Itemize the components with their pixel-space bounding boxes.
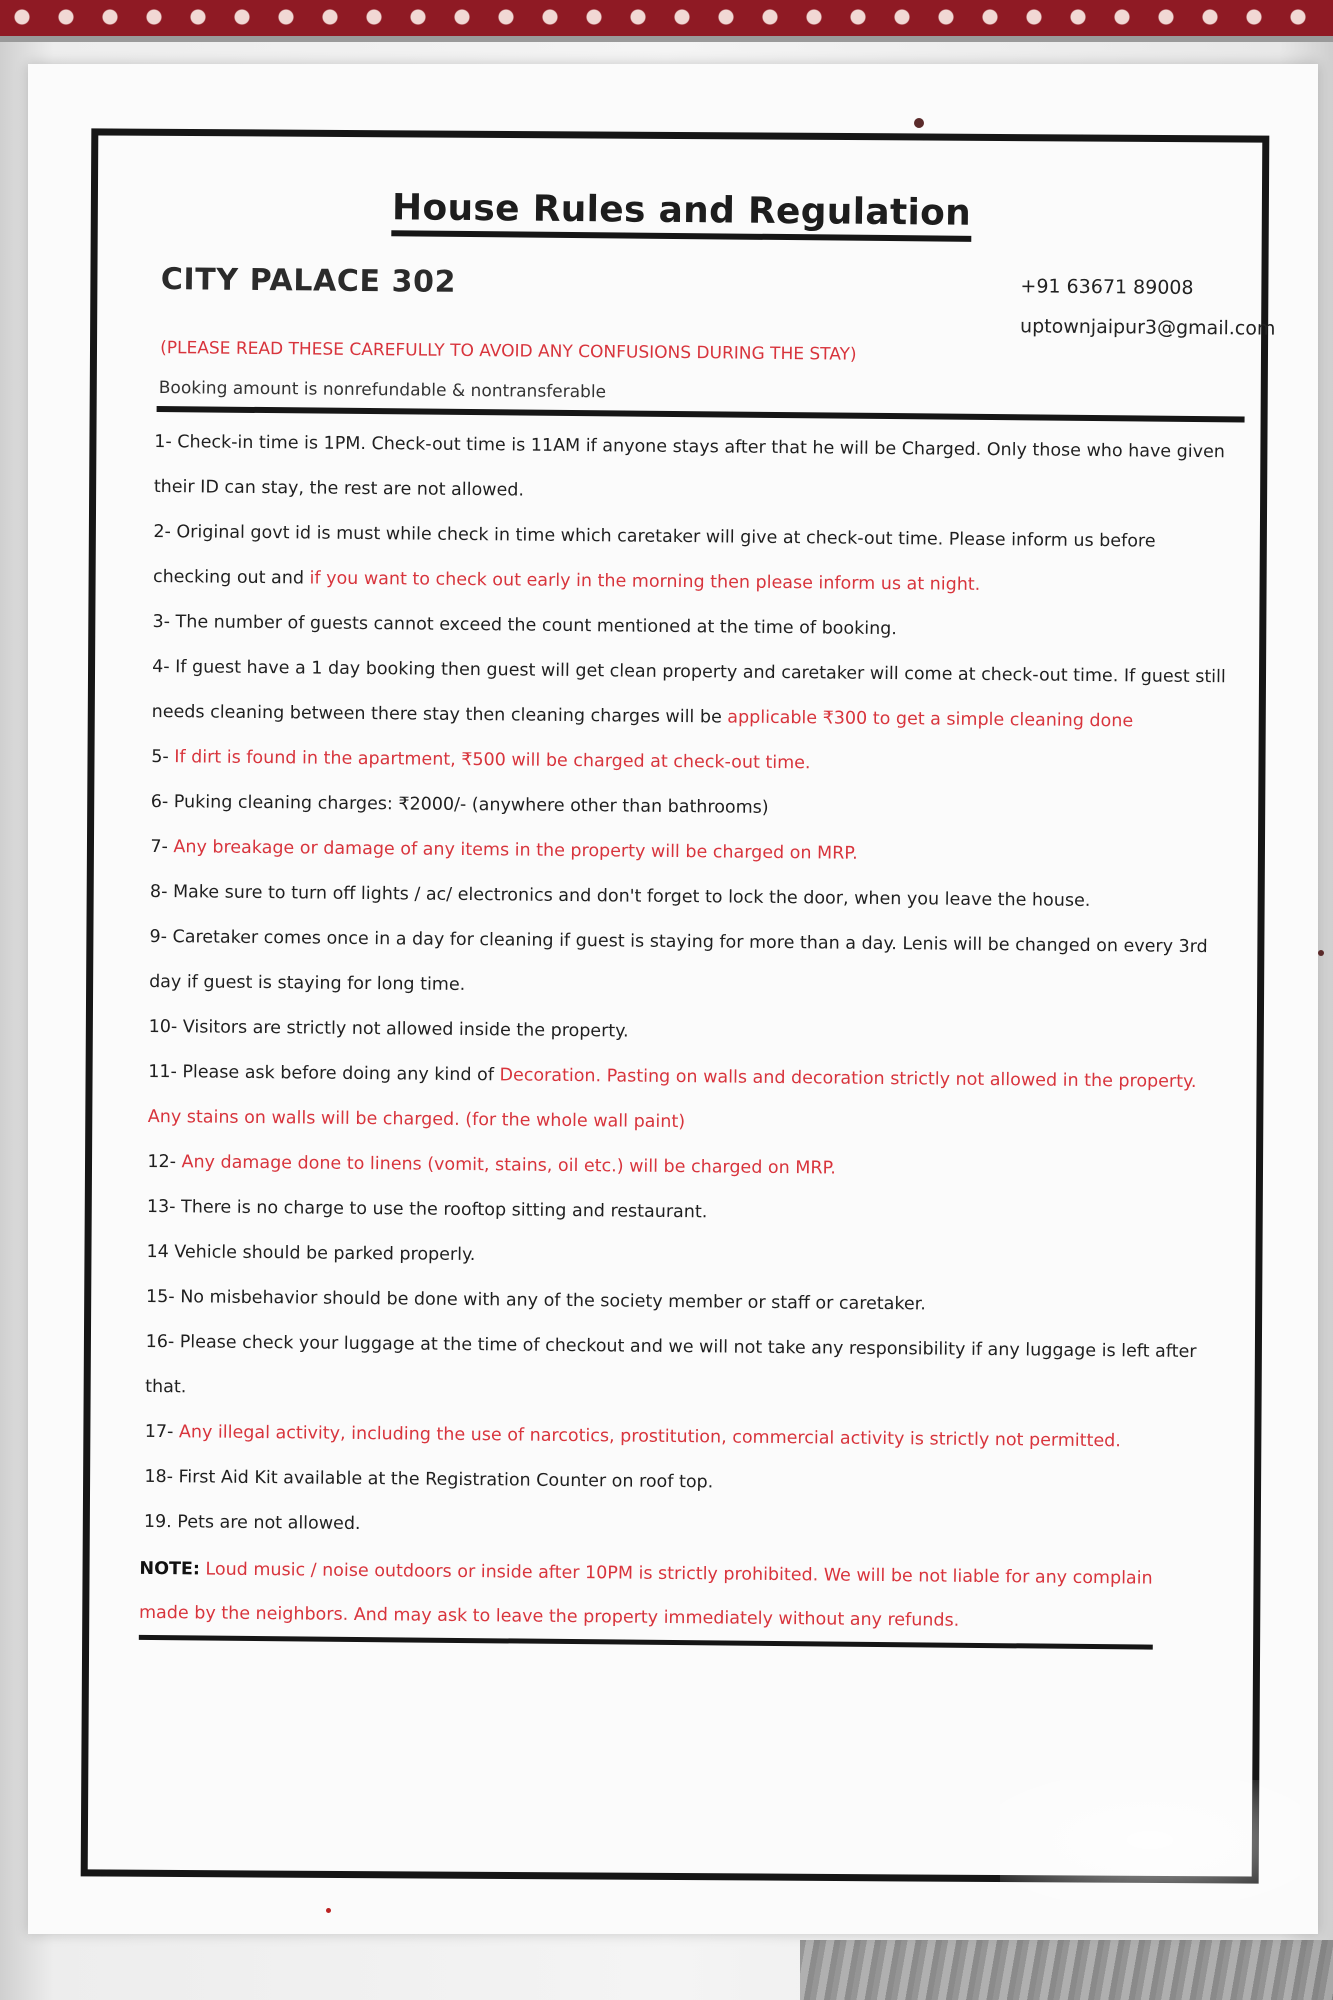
- rule-text: 8- Make sure to turn off lights / ac/ electronics and don't forget to lock the door, when you leave the house.: [149, 881, 1091, 911]
- rule-text: 7-: [150, 836, 174, 858]
- holder-edge: [800, 1940, 1333, 2000]
- rule-item: [145, 1320, 1226, 1420]
- rule-item: [144, 1500, 1224, 1555]
- rule-text: 17-: [144, 1421, 180, 1443]
- rules-document: [93, 135, 1276, 1651]
- speck: [1318, 950, 1324, 956]
- rule-item: [154, 420, 1235, 520]
- speck: [326, 1908, 331, 1913]
- email-address: uptownjaipur3@gmail.com: [1019, 315, 1276, 340]
- read-carefully-notice: (PLEASE READ THESE CAREFULLY TO AVOID ANY CONFUSIONS DURING THE STAY): [160, 338, 857, 365]
- rule-text-highlight: if you want to check out early in the morning then please inform us at night.: [309, 568, 981, 595]
- rule-text: 11- Please ask before doing any kind of: [148, 1061, 500, 1086]
- rule-text: 1- Check-in time is 1PM. Check-out time is 11AM if anyone stays after that he will be Charged. Only those who have given their ID can stay, the rest are not allowed.: [153, 431, 1225, 501]
- rule-text: 4- If guest have a 1 day booking then guest will get clean property and caretaker will come at check-out time. If guest still needs cleaning between there stay then cleaning charges will be: [151, 656, 1226, 728]
- booking-policy: Booking amount is nonrefundable & nontransferable: [158, 378, 607, 403]
- rule-text: 2- Original govt id is must while check in time which caretaker will give at check-out time. Please inform us before checking out and: [152, 521, 1156, 589]
- rule-text: 15- No misbehavior should be done with any of the society member or staff or caretaker.: [145, 1286, 926, 1315]
- rule-text: 13- There is no charge to use the rooftop sitting and restaurant.: [146, 1196, 708, 1223]
- rule-text: 3- The number of guests cannot exceed the count mentioned at the time of booking.: [152, 611, 897, 640]
- rule-text-highlight: Any damage done to linens (vomit, stains, oil etc.) will be charged on MRP.: [181, 1152, 837, 1179]
- property-name: CITY PALACE 302: [160, 262, 457, 300]
- rule-text: 6- Puking cleaning charges: ₹2000/- (anywhere other than bathrooms): [150, 791, 769, 818]
- rule-text: 18- First Aid Kit available at the Registration Counter on roof top.: [144, 1466, 714, 1493]
- rule-text: 9- Caretaker comes once in a day for cleaning if guest is staying for more than a day. Lenis will be changed on every 3rd day if guest is staying for long time.: [149, 926, 1208, 995]
- contact-block: [1020, 266, 1276, 348]
- note-paragraph: [139, 1547, 1154, 1645]
- rule-text-highlight: applicable ₹300 to get a simple cleaning done: [727, 707, 1134, 732]
- light-glare: [1000, 1780, 1300, 1900]
- speck: [914, 118, 924, 128]
- note-text: Loud music / noise outdoors or inside after 10PM is strictly prohibited. We will be not liable for any complain made by the neighbors. And may ask to leave the property immediately without any refunds.: [138, 1559, 1153, 1631]
- rule-text-highlight: If dirt is found in the apartment, ₹500 will be charged at check-out time.: [174, 747, 811, 774]
- rule-item: [153, 510, 1234, 610]
- rule-item: [151, 645, 1232, 745]
- rule-text: 16- Please check your luggage at the time of checkout and we will not take any responsibility if any luggage is left after that.: [145, 1331, 1197, 1398]
- rule-text-highlight: Decoration. Pasting on walls and decoration strictly not allowed in the property. Any stains on walls will be charged. (for the whole wall paint): [147, 1065, 1197, 1133]
- page-title: House Rules and Regulation: [106, 135, 1257, 245]
- rule-text: 5-: [151, 746, 175, 768]
- rules-list: [144, 420, 1235, 1555]
- rule-text: 19. Pets are not allowed.: [143, 1511, 361, 1535]
- rule-text-highlight: Any illegal activity, including the use of narcotics, prostitution, commercial activity is strictly not permitted.: [178, 1422, 1121, 1452]
- rule-item: [148, 1050, 1229, 1150]
- divider: [157, 406, 1245, 422]
- note-label: NOTE:: [139, 1558, 200, 1580]
- rule-text: 10- Visitors are strictly not allowed inside the property.: [148, 1016, 629, 1042]
- phone-number: +91 63671 89008: [1020, 275, 1194, 299]
- header-row: [105, 244, 1276, 355]
- rule-text-highlight: Any breakage or damage of any items in the property will be charged on MRP.: [173, 837, 858, 864]
- rule-item: [149, 915, 1230, 1015]
- rule-text: 14 Vehicle should be parked properly.: [146, 1241, 476, 1266]
- rule-text: 12-: [147, 1151, 182, 1173]
